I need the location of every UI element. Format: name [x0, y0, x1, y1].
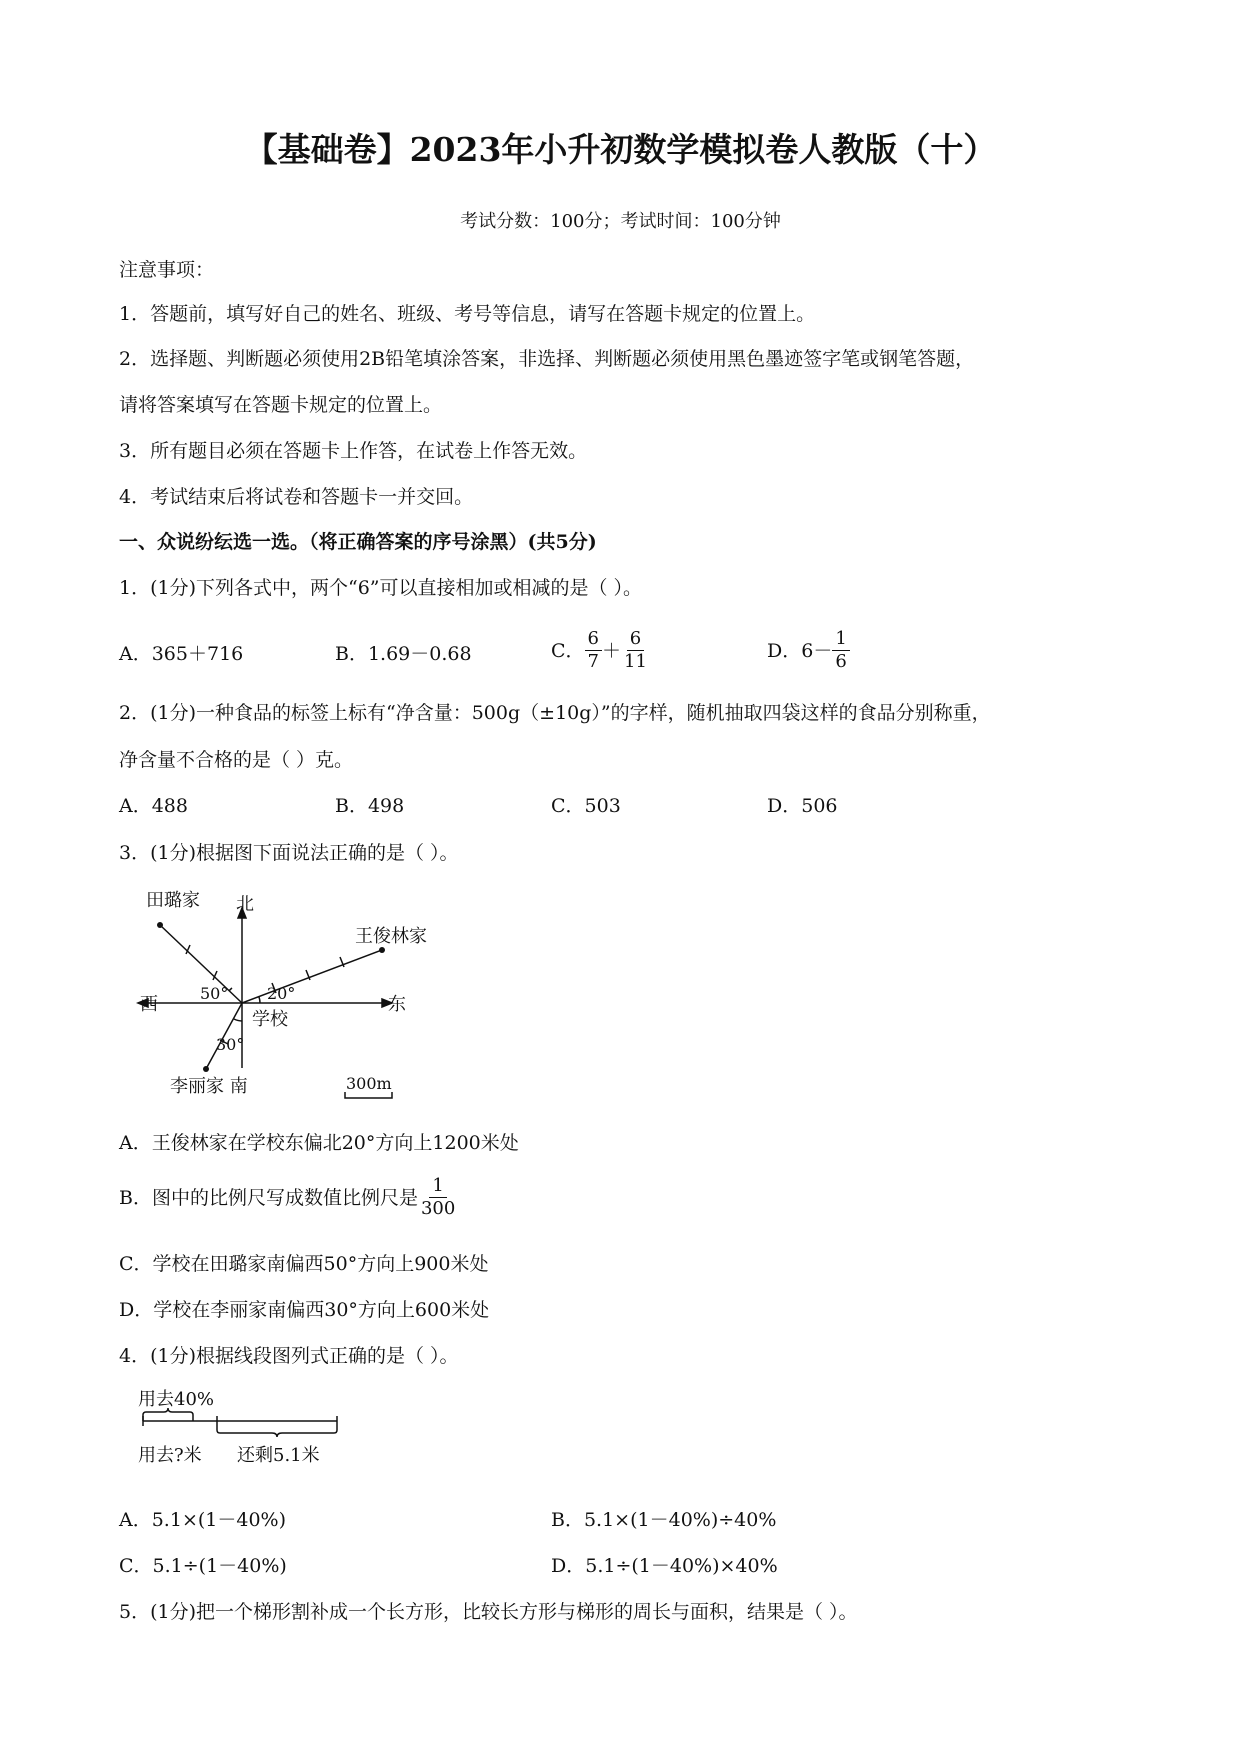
- q1-option-d[interactable]: [767, 628, 850, 673]
- angle-arc-50: [229, 988, 232, 991]
- q1-d-fraction: [832, 628, 849, 673]
- q1-option-c[interactable]: [551, 628, 650, 673]
- q4-stem: 4．(1分)根据线段图列式正确的是（ ）。: [119, 1345, 459, 1367]
- label-used-percent: 用去40%: [138, 1389, 215, 1410]
- q1-c-f2-num: 6: [627, 628, 644, 651]
- exam-info: 考试分数：100分；考试时间：100分钟: [460, 211, 781, 232]
- q2-option-b[interactable]: B．498: [335, 795, 405, 817]
- label-angle-20: 20°: [267, 984, 296, 1003]
- notice-item-3: 3．所有题目必须在答题卡上作答，在试卷上作答无效。: [119, 440, 588, 462]
- label-east: 东: [388, 994, 406, 1015]
- label-used-unknown: 用去?米: [138, 1445, 202, 1466]
- q1-option-b[interactable]: B．1.69－0.68: [335, 643, 472, 665]
- q2-option-a[interactable]: A．488: [119, 795, 188, 817]
- q3-option-d[interactable]: D．学校在李丽家南偏西30°方向上600米处: [119, 1299, 490, 1321]
- q1-stem: 1．(1分)下列各式中，两个“6”可以直接相加或相减的是（ ）。: [119, 577, 643, 599]
- q1-d-den: 6: [835, 651, 847, 672]
- label-wang-home: 王俊林家: [355, 926, 427, 947]
- q3-option-a[interactable]: A．王俊林家在学校东偏北20°方向上1200米处: [119, 1132, 519, 1154]
- q2-option-d[interactable]: D．506: [767, 795, 838, 817]
- q2-stem-line-2: 净含量不合格的是（ ）克。: [119, 749, 354, 771]
- line-segment-figure: [120, 1385, 360, 1495]
- notice-item-1: 1．答题前，填写好自己的姓名、班级、考号等信息，请写在答题卡规定的位置上。: [119, 303, 816, 325]
- q1-d-prefix: D．6－: [767, 639, 833, 662]
- label-scale: 300m: [346, 1074, 392, 1093]
- page-title: 【基础卷】2023年小升初数学模拟卷人教版（十）: [244, 130, 997, 169]
- label-west: 西: [140, 994, 158, 1015]
- q3-b-fraction: [418, 1175, 458, 1220]
- label-north: 北: [236, 894, 254, 915]
- label-school: 学校: [252, 1009, 288, 1030]
- label-tian-home: 田璐家: [146, 890, 200, 911]
- q1-c-operator: ＋: [602, 639, 622, 662]
- q5-stem: 5．(1分)把一个梯形割补成一个长方形，比较长方形与梯形的周长与面积，结果是（ ）。: [119, 1601, 858, 1623]
- wang-home-dot: [379, 947, 385, 953]
- label-angle-50: 50°: [200, 984, 229, 1003]
- q3-option-c[interactable]: C．学校在田璐家南偏西50°方向上900米处: [119, 1253, 489, 1275]
- q1-c-f2-den: 11: [624, 651, 647, 672]
- q1-c-f1-num: 6: [585, 628, 602, 651]
- tian-home-dot: [157, 922, 163, 928]
- q3-option-b[interactable]: [119, 1175, 458, 1220]
- q1-option-a[interactable]: A．365＋716: [119, 643, 244, 665]
- q1-c-f1-den: 7: [587, 651, 599, 672]
- q3-b-den: 300: [420, 1198, 456, 1219]
- angle-arc-20: [259, 997, 260, 1003]
- label-angle-30: 30°: [216, 1035, 245, 1054]
- q3-stem: 3．(1分)根据图下面说法正确的是（ ）。: [119, 842, 459, 864]
- notice-item-2: 2．选择题、判断题必须使用2B铅笔填涂答案，非选择、判断题必须使用黑色墨迹签字笔或钢笔答题，: [119, 348, 975, 370]
- section-1-heading: 一、众说纷纭选一选。（将正确答案的序号涂黑）(共5分): [119, 531, 597, 553]
- notice-item-2-cont: 请将答案填写在答题卡规定的位置上。: [119, 394, 443, 416]
- compass-direction-figure: [120, 880, 440, 1100]
- q2-option-c[interactable]: C．503: [551, 795, 621, 817]
- li-home-dot: [203, 1066, 209, 1072]
- notice-item-4: 4．考试结束后将试卷和答题卡一并交回。: [119, 486, 474, 508]
- bottom-brace: [217, 1426, 337, 1437]
- q1-c-fraction-2: [621, 628, 650, 673]
- q1-c-prefix: C．: [551, 639, 585, 662]
- line-to-wang-home: [242, 950, 382, 1003]
- angle-arc-30: [234, 1019, 242, 1021]
- q3-b-num: 1: [429, 1175, 446, 1198]
- label-li-home-south: 李丽家 南: [170, 1076, 248, 1097]
- q4-option-c[interactable]: C．5.1÷(1－40%): [119, 1555, 287, 1577]
- q1-d-num: 1: [832, 628, 849, 651]
- q4-option-d[interactable]: D．5.1÷(1－40%)×40%: [551, 1555, 778, 1577]
- q2-stem-line-1: 2．(1分)一种食品的标签上标有“净含量：500g（±10g）”的字样，随机抽取四袋这样的食品分别称重，: [119, 702, 991, 724]
- label-remaining: 还剩5.1米: [237, 1445, 320, 1466]
- notice-heading: 注意事项：: [119, 259, 215, 281]
- q1-c-fraction-1: [585, 628, 602, 673]
- q3-b-text: B．图中的比例尺写成数值比例尺是: [119, 1186, 418, 1209]
- q4-option-a[interactable]: A．5.1×(1－40%): [119, 1509, 287, 1531]
- q4-option-b[interactable]: B．5.1×(1－40%)÷40%: [551, 1509, 777, 1531]
